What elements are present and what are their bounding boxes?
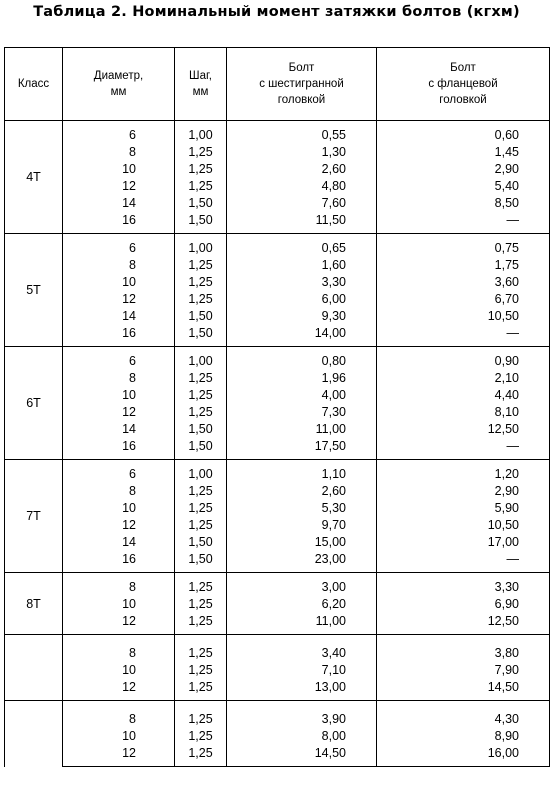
diameter-cell: 6 <box>63 353 175 370</box>
pitch-cell: 1,00 <box>175 240 227 257</box>
pitch-cell: 1,25 <box>175 483 227 500</box>
pitch-cell: 1,25 <box>175 370 227 387</box>
table-row <box>5 662 550 679</box>
flange-bolt-torque-cell: 8,10 <box>377 404 550 421</box>
hex-bolt-torque-cell: 0,80 <box>227 353 377 370</box>
flange-bolt-torque-cell: 0,90 <box>377 353 550 370</box>
table-row <box>5 291 550 308</box>
hex-bolt-torque-cell: 14,00 <box>227 325 377 342</box>
flange-bolt-torque-cell: 3,80 <box>377 645 550 662</box>
header-flange-bolt: Болт с фланцевой головкой <box>377 48 550 121</box>
pitch-cell: 1,50 <box>175 551 227 568</box>
flange-bolt-torque-cell: 1,45 <box>377 144 550 161</box>
hex-bolt-torque-cell: 15,00 <box>227 534 377 551</box>
diameter-cell: 8 <box>63 579 175 596</box>
group-spacer-bottom <box>5 762 550 767</box>
flange-bolt-torque-cell: 7,90 <box>377 662 550 679</box>
pitch-cell: 1,25 <box>175 679 227 696</box>
diameter-cell: 12 <box>63 517 175 534</box>
diameter-cell: 14 <box>63 195 175 212</box>
class-cell: 7T <box>5 460 63 573</box>
diameter-cell: 6 <box>63 466 175 483</box>
diameter-cell: 8 <box>63 257 175 274</box>
pitch-cell: 1,25 <box>175 500 227 517</box>
hex-bolt-torque-cell: 4,00 <box>227 387 377 404</box>
hex-bolt-torque-cell: 1,30 <box>227 144 377 161</box>
hex-bolt-torque-cell: 0,55 <box>227 127 377 144</box>
diameter-cell: 12 <box>63 679 175 696</box>
hex-bolt-torque-cell: 11,00 <box>227 613 377 630</box>
hex-bolt-torque-cell: 14,50 <box>227 745 377 762</box>
diameter-cell: 10 <box>63 387 175 404</box>
diameter-cell: 8 <box>63 370 175 387</box>
table-row <box>5 212 550 229</box>
table-title: Таблица 2. Номинальный момент затяжки болтов (кгхм) <box>33 4 520 20</box>
hex-bolt-torque-cell: 7,30 <box>227 404 377 421</box>
hex-bolt-torque-cell: 1,10 <box>227 466 377 483</box>
table-row <box>5 421 550 438</box>
table-row <box>5 466 550 483</box>
hex-bolt-torque-cell: 8,00 <box>227 728 377 745</box>
flange-bolt-torque-cell: — <box>377 438 550 455</box>
pitch-cell: 1,25 <box>175 613 227 630</box>
flange-bolt-torque-cell: 4,40 <box>377 387 550 404</box>
diameter-cell: 16 <box>63 325 175 342</box>
flange-bolt-torque-cell: 3,30 <box>377 579 550 596</box>
flange-bolt-torque-cell: 0,75 <box>377 240 550 257</box>
diameter-cell: 12 <box>63 291 175 308</box>
pitch-cell: 1,00 <box>175 353 227 370</box>
header-pitch: Шаг, мм <box>175 48 227 121</box>
diameter-cell: 8 <box>63 711 175 728</box>
hex-bolt-torque-cell: 1,60 <box>227 257 377 274</box>
table-row <box>5 551 550 568</box>
table-body <box>5 121 550 767</box>
group-spacer-top <box>5 635 550 646</box>
flange-bolt-torque-cell: 12,50 <box>377 613 550 630</box>
diameter-cell: 14 <box>63 421 175 438</box>
diameter-cell: 12 <box>63 613 175 630</box>
pitch-cell: 1,25 <box>175 745 227 762</box>
flange-bolt-torque-cell: 0,60 <box>377 127 550 144</box>
class-cell: 4T <box>5 121 63 234</box>
hex-bolt-torque-cell: 0,65 <box>227 240 377 257</box>
diameter-cell: 6 <box>63 127 175 144</box>
hex-bolt-torque-cell: 9,70 <box>227 517 377 534</box>
diameter-cell: 10 <box>63 274 175 291</box>
pitch-cell: 1,50 <box>175 308 227 325</box>
table-row <box>5 596 550 613</box>
flange-bolt-torque-cell: 2,90 <box>377 161 550 178</box>
table-row <box>5 745 550 762</box>
flange-bolt-torque-cell: 8,50 <box>377 195 550 212</box>
flange-bolt-torque-cell: 10,50 <box>377 517 550 534</box>
header-class: Класс <box>5 48 63 121</box>
pitch-cell: 1,00 <box>175 127 227 144</box>
pitch-cell: 1,25 <box>175 291 227 308</box>
pitch-cell: 1,25 <box>175 257 227 274</box>
table-row <box>5 257 550 274</box>
flange-bolt-torque-cell: 16,00 <box>377 745 550 762</box>
diameter-cell: 12 <box>63 178 175 195</box>
flange-bolt-torque-cell: 2,90 <box>377 483 550 500</box>
pitch-cell: 1,50 <box>175 325 227 342</box>
hex-bolt-torque-cell: 2,60 <box>227 161 377 178</box>
flange-bolt-torque-cell: 5,40 <box>377 178 550 195</box>
diameter-cell: 12 <box>63 404 175 421</box>
table-row <box>5 483 550 500</box>
hex-bolt-torque-cell: 1,96 <box>227 370 377 387</box>
table-row <box>5 517 550 534</box>
table-row <box>5 370 550 387</box>
pitch-cell: 1,25 <box>175 711 227 728</box>
flange-bolt-torque-cell: 14,50 <box>377 679 550 696</box>
flange-bolt-torque-cell: 12,50 <box>377 421 550 438</box>
flange-bolt-torque-cell: 1,75 <box>377 257 550 274</box>
hex-bolt-torque-cell: 4,80 <box>227 178 377 195</box>
table-row <box>5 438 550 455</box>
hex-bolt-torque-cell: 6,20 <box>227 596 377 613</box>
flange-bolt-torque-cell: 5,90 <box>377 500 550 517</box>
flange-bolt-torque-cell: 1,20 <box>377 466 550 483</box>
header-row <box>5 48 550 121</box>
hex-bolt-torque-cell: 23,00 <box>227 551 377 568</box>
pitch-cell: 1,50 <box>175 534 227 551</box>
hex-bolt-torque-cell: 3,30 <box>227 274 377 291</box>
torque-table <box>4 47 550 767</box>
pitch-cell: 1,25 <box>175 662 227 679</box>
hex-bolt-torque-cell: 7,60 <box>227 195 377 212</box>
table-row <box>5 579 550 596</box>
pitch-cell: 1,00 <box>175 466 227 483</box>
pitch-cell: 1,25 <box>175 404 227 421</box>
table-row <box>5 353 550 370</box>
diameter-cell: 10 <box>63 500 175 517</box>
class-cell: 8T <box>5 573 63 635</box>
pitch-cell: 1,50 <box>175 195 227 212</box>
pitch-cell: 1,25 <box>175 728 227 745</box>
diameter-cell: 8 <box>63 645 175 662</box>
pitch-cell: 1,25 <box>175 144 227 161</box>
hex-bolt-torque-cell: 7,10 <box>227 662 377 679</box>
hex-bolt-torque-cell: 17,50 <box>227 438 377 455</box>
header-diameter: Диаметр, мм <box>63 48 175 121</box>
table-row <box>5 308 550 325</box>
hex-bolt-torque-cell: 11,00 <box>227 421 377 438</box>
pitch-cell: 1,25 <box>175 387 227 404</box>
table-row <box>5 178 550 195</box>
table-row <box>5 274 550 291</box>
hex-bolt-torque-cell: 2,60 <box>227 483 377 500</box>
class-cell <box>5 701 63 767</box>
hex-bolt-torque-cell: 6,00 <box>227 291 377 308</box>
group-spacer-top <box>5 701 550 712</box>
pitch-cell: 1,25 <box>175 178 227 195</box>
flange-bolt-torque-cell: 17,00 <box>377 534 550 551</box>
diameter-cell: 16 <box>63 438 175 455</box>
table-row <box>5 728 550 745</box>
pitch-cell: 1,25 <box>175 645 227 662</box>
diameter-cell: 14 <box>63 534 175 551</box>
table-row <box>5 679 550 696</box>
header-hex-bolt: Болт с шестигранной головкой <box>227 48 377 121</box>
flange-bolt-torque-cell: 6,70 <box>377 291 550 308</box>
pitch-cell: 1,50 <box>175 421 227 438</box>
flange-bolt-torque-cell: 2,10 <box>377 370 550 387</box>
diameter-cell: 10 <box>63 596 175 613</box>
hex-bolt-torque-cell: 3,40 <box>227 645 377 662</box>
flange-bolt-torque-cell: — <box>377 551 550 568</box>
diameter-cell: 10 <box>63 662 175 679</box>
flange-bolt-torque-cell: 3,60 <box>377 274 550 291</box>
diameter-cell: 16 <box>63 551 175 568</box>
table-row <box>5 387 550 404</box>
flange-bolt-torque-cell: 4,30 <box>377 711 550 728</box>
table-row <box>5 711 550 728</box>
diameter-cell: 8 <box>63 483 175 500</box>
diameter-cell: 8 <box>63 144 175 161</box>
table-row <box>5 404 550 421</box>
table-row <box>5 127 550 144</box>
flange-bolt-torque-cell: — <box>377 325 550 342</box>
diameter-cell: 14 <box>63 308 175 325</box>
table-row <box>5 613 550 630</box>
table-row <box>5 534 550 551</box>
hex-bolt-torque-cell: 3,00 <box>227 579 377 596</box>
pitch-cell: 1,25 <box>175 596 227 613</box>
table-row <box>5 161 550 178</box>
hex-bolt-torque-cell: 13,00 <box>227 679 377 696</box>
diameter-cell: 10 <box>63 161 175 178</box>
diameter-cell: 10 <box>63 728 175 745</box>
flange-bolt-torque-cell: 8,90 <box>377 728 550 745</box>
pitch-cell: 1,25 <box>175 579 227 596</box>
table-row <box>5 195 550 212</box>
hex-bolt-torque-cell: 5,30 <box>227 500 377 517</box>
diameter-cell: 12 <box>63 745 175 762</box>
diameter-cell: 16 <box>63 212 175 229</box>
hex-bolt-torque-cell: 11,50 <box>227 212 377 229</box>
table-row <box>5 240 550 257</box>
pitch-cell: 1,25 <box>175 517 227 534</box>
hex-bolt-torque-cell: 9,30 <box>227 308 377 325</box>
diameter-cell: 6 <box>63 240 175 257</box>
pitch-cell: 1,25 <box>175 274 227 291</box>
flange-bolt-torque-cell: 10,50 <box>377 308 550 325</box>
class-cell: 6T <box>5 347 63 460</box>
table-row <box>5 500 550 517</box>
hex-bolt-torque-cell: 3,90 <box>227 711 377 728</box>
class-cell: 5T <box>5 234 63 347</box>
pitch-cell: 1,25 <box>175 161 227 178</box>
table-row <box>5 645 550 662</box>
pitch-cell: 1,50 <box>175 438 227 455</box>
flange-bolt-torque-cell: 6,90 <box>377 596 550 613</box>
class-cell <box>5 635 63 701</box>
flange-bolt-torque-cell: — <box>377 212 550 229</box>
table-row <box>5 144 550 161</box>
pitch-cell: 1,50 <box>175 212 227 229</box>
table-row <box>5 325 550 342</box>
